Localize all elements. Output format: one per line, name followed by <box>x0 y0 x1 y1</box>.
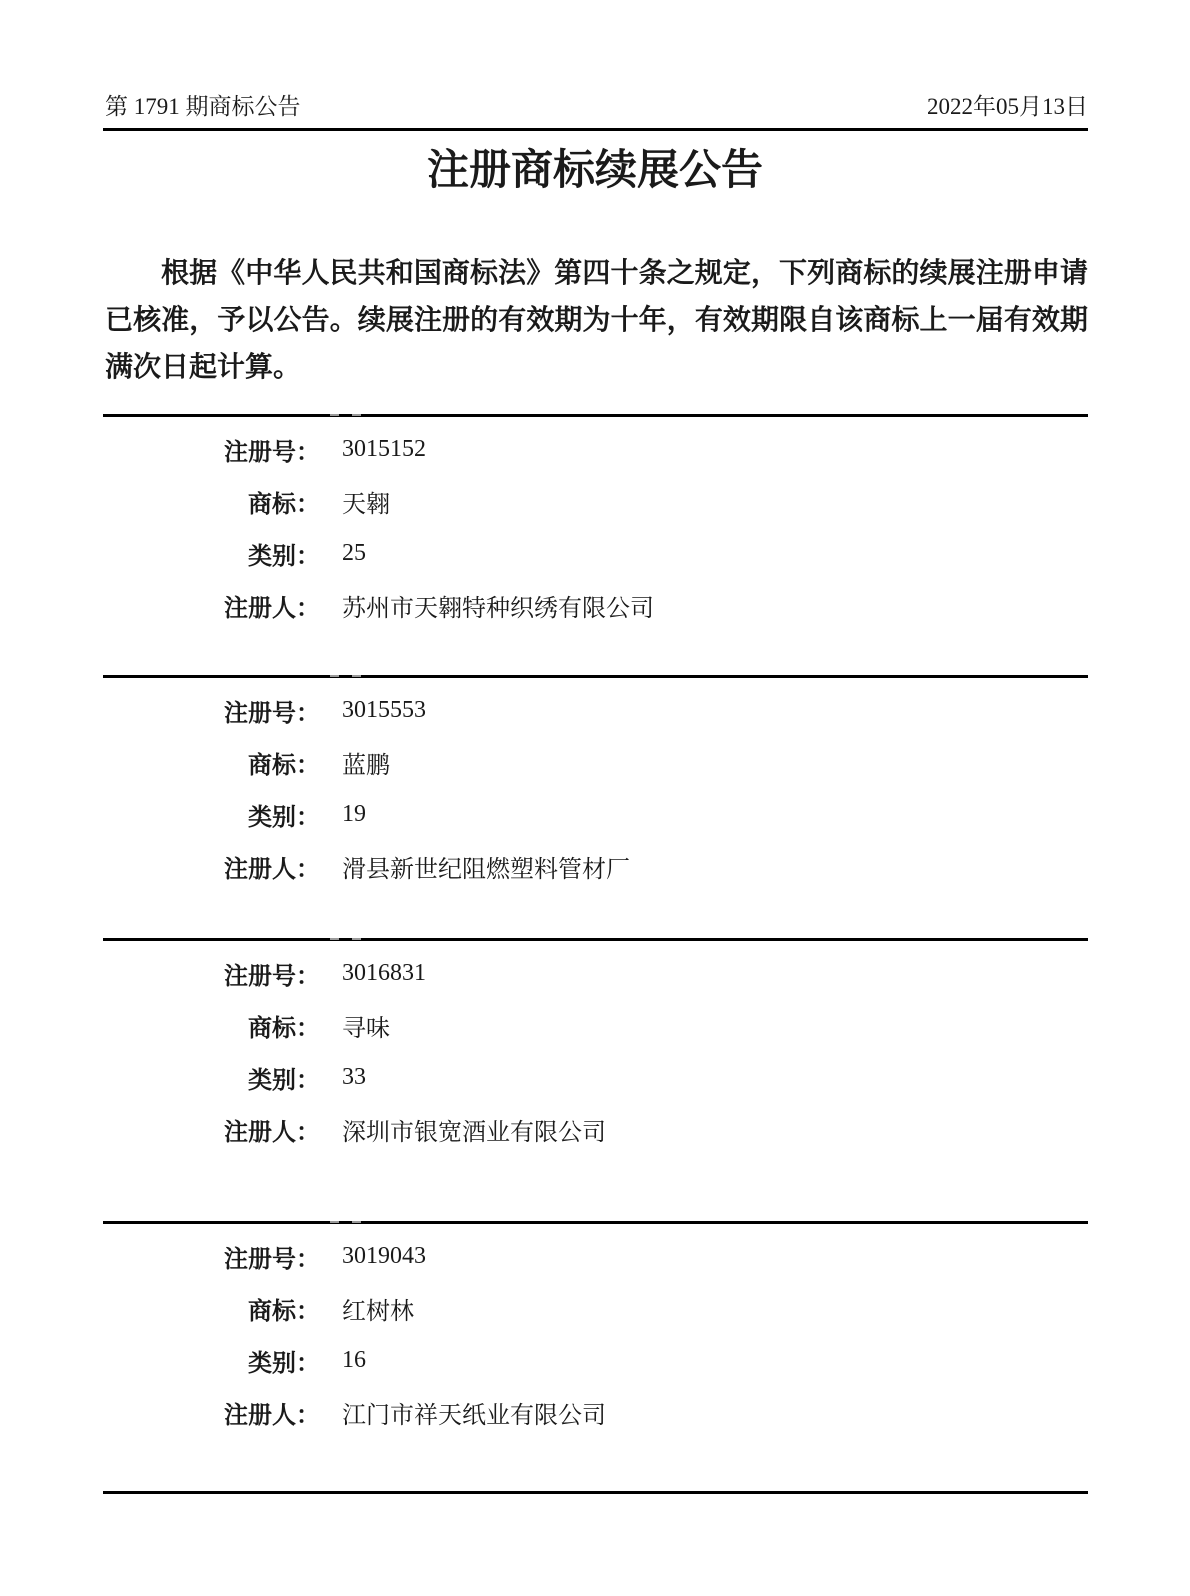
record-field-reg-no <box>103 684 1088 736</box>
trademark-value: 寻味 <box>342 1015 390 1042</box>
registrant-label: 注册人： <box>224 856 320 883</box>
record-field-reg-no <box>103 1230 1088 1282</box>
trademark-label: 商标： <box>248 752 320 779</box>
separator-tick <box>352 675 361 677</box>
category-value: 16 <box>342 1346 366 1373</box>
record-field-registrant <box>103 1386 1088 1438</box>
trademark-label: 商标： <box>248 1015 320 1042</box>
record-field-reg-no <box>103 423 1088 475</box>
record-field-registrant <box>103 840 1088 892</box>
record-field-category <box>103 788 1088 840</box>
category-label: 类别： <box>248 1067 320 1094</box>
registrant-value: 江门市祥天纸业有限公司 <box>342 1402 606 1429</box>
record-field-category <box>103 527 1088 579</box>
reg-no-label: 注册号： <box>224 700 320 727</box>
reg-no-value: 3015152 <box>342 435 426 462</box>
registrant-label: 注册人： <box>224 1119 320 1146</box>
registrant-label: 注册人： <box>224 1402 320 1429</box>
trademark-value: 天翱 <box>342 491 390 518</box>
record-field-trademark <box>103 1282 1088 1334</box>
separator-tick <box>352 1221 361 1223</box>
record-field-reg-no <box>103 947 1088 999</box>
page-title: 注册商标续展公告 <box>426 148 763 194</box>
trademark-record <box>103 1221 1088 1491</box>
reg-no-value: 3019043 <box>342 1242 426 1269</box>
record-field-trademark <box>103 736 1088 788</box>
category-label: 类别： <box>248 1350 320 1377</box>
trademark-value: 蓝鹏 <box>342 752 390 779</box>
trademark-record <box>103 414 1088 675</box>
category-value: 19 <box>342 800 366 827</box>
intro-paragraph: 根据《中华人民共和国商标法》第四十条之规定，下列商标的续展注册申请已核准，予以公告。续展注册的有效期为十年，有效期限自该商标上一届有效期满次日起计算。 <box>105 258 1088 383</box>
trademark-record <box>103 938 1088 1221</box>
separator-tick <box>330 414 339 416</box>
trademark-record <box>103 675 1088 938</box>
bottom-divider <box>103 1491 1088 1494</box>
separator-tick <box>330 938 339 940</box>
record-field-trademark <box>103 475 1088 527</box>
category-label: 类别： <box>248 804 320 831</box>
reg-no-label: 注册号： <box>224 1246 320 1273</box>
page-header <box>105 88 1088 121</box>
registrant-value: 苏州市天翱特种织绣有限公司 <box>342 595 654 622</box>
reg-no-label: 注册号： <box>224 963 320 990</box>
reg-no-value: 3015553 <box>342 696 426 723</box>
reg-no-label: 注册号： <box>224 439 320 466</box>
registrant-value: 滑县新世纪阻燃塑料管材厂 <box>342 856 630 883</box>
reg-no-value: 3016831 <box>342 959 426 986</box>
header-divider <box>103 128 1088 131</box>
record-field-category <box>103 1334 1088 1386</box>
category-label: 类别： <box>248 543 320 570</box>
separator-tick <box>330 1221 339 1223</box>
trademark-label: 商标： <box>248 1298 320 1325</box>
trademark-value: 红树林 <box>342 1298 414 1325</box>
record-field-category <box>103 1051 1088 1103</box>
registrant-value: 深圳市银宽酒业有限公司 <box>342 1119 606 1146</box>
registrant-label: 注册人： <box>224 595 320 622</box>
separator-tick <box>330 675 339 677</box>
record-field-registrant <box>103 579 1088 631</box>
category-value: 33 <box>342 1063 366 1090</box>
gazette-issue-label: 第 1791 期商标公告 <box>105 94 301 119</box>
separator-tick <box>352 414 361 416</box>
category-value: 25 <box>342 539 366 566</box>
records-list <box>103 414 1088 1494</box>
record-field-registrant <box>103 1103 1088 1155</box>
record-field-trademark <box>103 999 1088 1051</box>
separator-tick <box>352 938 361 940</box>
trademark-label: 商标： <box>248 491 320 518</box>
gazette-date: 2022年05月13日 <box>927 94 1088 119</box>
